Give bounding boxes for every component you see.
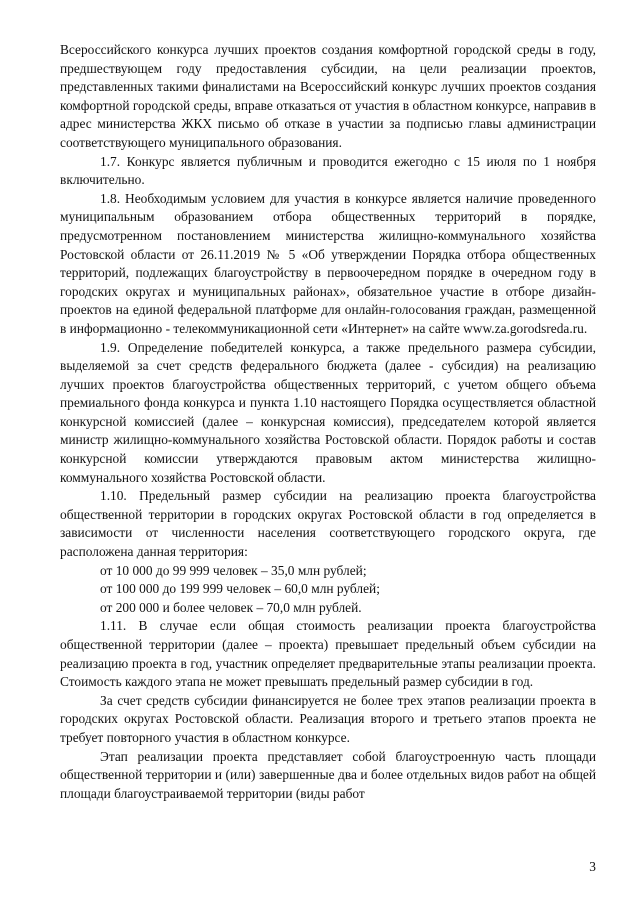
paragraph-continuation: Всероссийского конкурса лучших проектов создания комфортной городской среды в году, предшествующем году предоставления субсидии, на цели реализации проектов, представленных такими финалистами на Всероссийский конкурс лучших проектов создания комфортной городской среды, вправе отказаться от участия в областном конкурсе, направив в адрес министерства ЖКХ письмо об отказе в участии за подписью главы администрации соответствующего муниципального образования. [60,42,596,150]
population-tier-item: от 100 000 до 199 999 человек – 60,0 млн рублей; [100,581,380,597]
population-tier-item: от 10 000 до 99 999 человек – 35,0 млн рублей; [100,562,367,578]
paragraph-clause-1-8: 1.8. Необходимым условием для участия в конкурсе является наличие проведенного муниципальным образованием отбора общественных территорий в порядке, предусмотренном постановлением министерства жилищно-коммунального хозяйства Ростовской области от 26.11.2019 № 5 «Об утверждении Порядка отбора общественных территорий, подлежащих благоустройству в первоочередном порядке в очередном году в городских округах и муниципальных районах», обязательное участие в отборе дизайн-проектов на единой федеральной платформе для онлайн-голосования граждан, размещенной в информационно - телекоммуникационной сети «Интернет» на сайте www.za.gorodsreda.ru. [60,190,596,336]
paragraph-stage-definition: Этап реализации проекта представляет собой благоустроенную часть площади общественной территории и (или) завершенные два и более отдельных видов работ на общей площади благоустраиваемой территории (виды работ [60,748,596,801]
document-page [60,41,596,803]
page-number: 3 [589,859,596,874]
paragraph-clause-1-9: 1.9. Определение победителей конкурса, а также предельного размера субсидии, выделяемой за счет средств федерального бюджета (далее - субсидия) на реализацию лучших проектов благоустройства общественных территорий, с учетом общего объема премиального фонда конкурса и пункта 1.10 настоящего Порядка осуществляется областной конкурсной комиссией (далее – конкурсная комиссия), председателем которой является министр жилищно-коммунального хозяйства Ростовской области. Порядок работы и состав конкурсной комиссии утверждаются правовым актом министерства жилищно-коммунального хозяйства Ростовской области. [60,339,596,485]
population-tier-list [60,562,596,618]
paragraph-clause-1-11: 1.11. В случае если общая стоимость реализации проекта благоустройства общественной территории (далее – проекта) превышает предельный объем субсидии на реализацию проекта в год, участник определяет предварительные этапы реализации проекта. Стоимость каждого этапа не может превышать предельный размер субсидии в год. [60,618,596,690]
paragraph-clause-1-10: 1.10. Предельный размер субсидии на реализацию проекта благоустройства общественной территории в городских округах Ростовской области в год определяется в зависимости от численности населения соответствующего городского округа, где расположена данная территория: [60,488,596,560]
population-tier-item: от 200 000 и более человек – 70,0 млн рублей. [100,599,362,615]
paragraph-stages-funding: За счет средств субсидии финансируется не более трех этапов реализации проекта в городских округах Ростовской области. Реализация второго и третьего этапов проекта не требует повторного участия в областном конкурсе. [60,692,596,745]
paragraph-clause-1-7: 1.7. Конкурс является публичным и проводится ежегодно с 15 июля по 1 ноября включительно. [60,153,596,188]
